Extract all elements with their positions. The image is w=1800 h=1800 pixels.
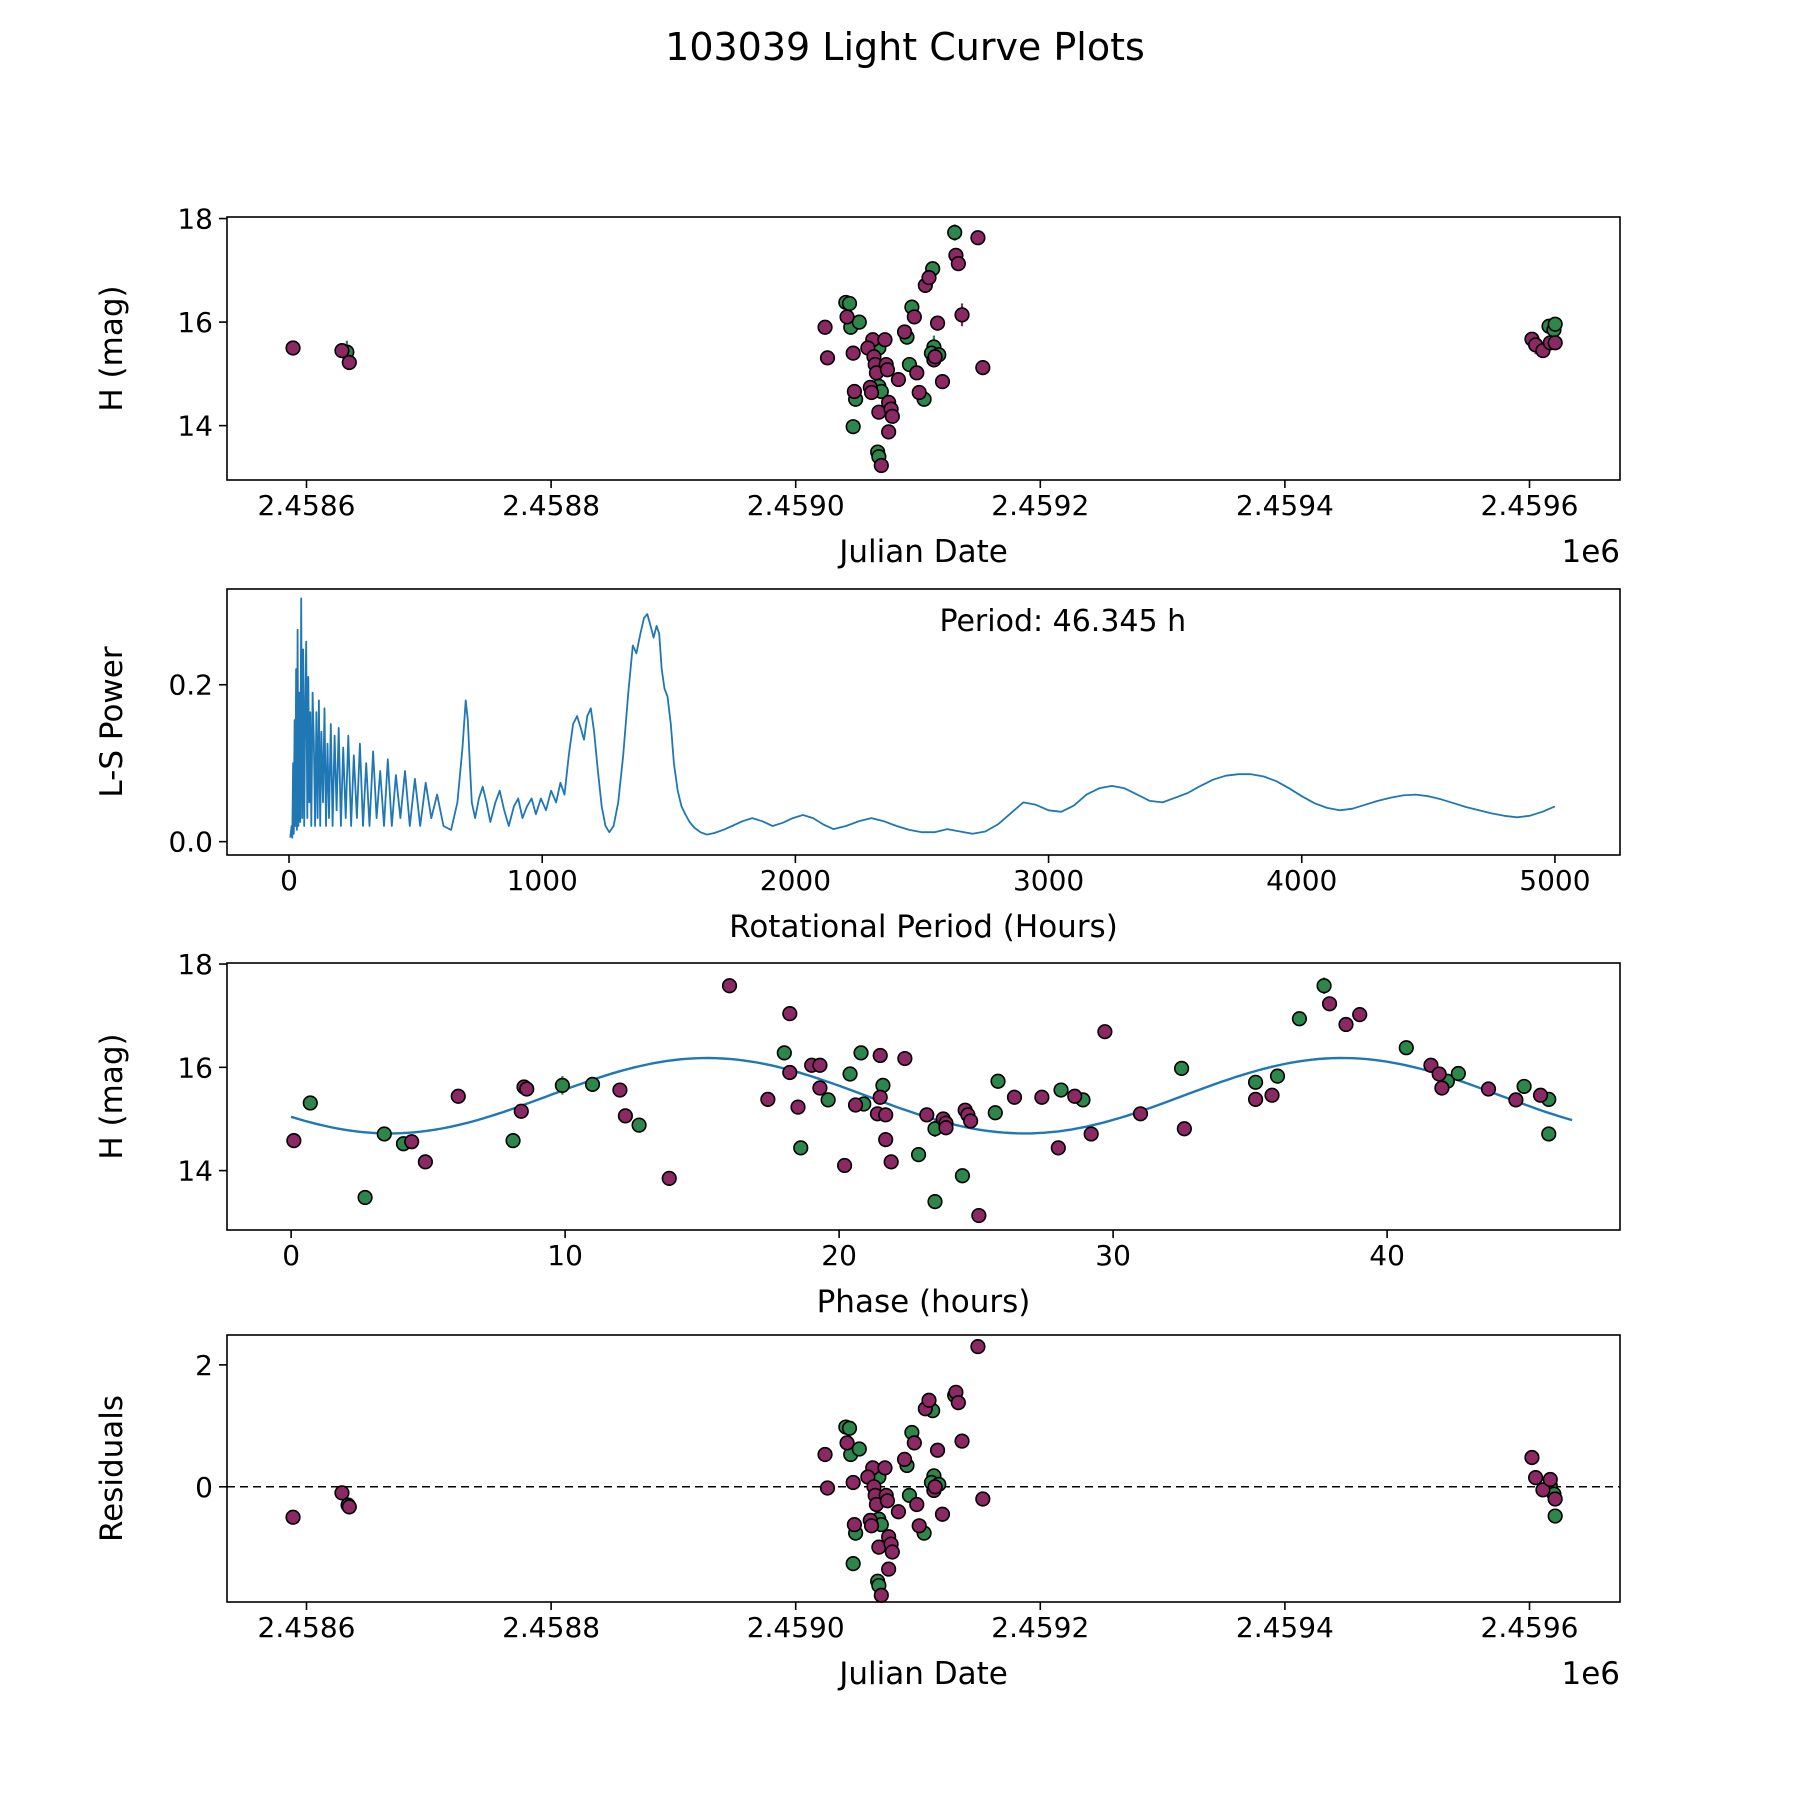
data-point <box>873 1090 887 1104</box>
y-tick-label: 0 <box>195 1470 213 1504</box>
data-point <box>912 1519 926 1533</box>
residuals-res-purple-series <box>286 1340 1562 1602</box>
jd_lightcurve-x-axis <box>258 480 1579 522</box>
data-point <box>1543 1473 1557 1487</box>
data-point <box>898 325 912 339</box>
data-point <box>848 1518 862 1532</box>
data-point <box>1054 1083 1068 1097</box>
jd_lightcurve-ylabel: H (mag) <box>94 285 130 412</box>
data-point <box>910 366 924 380</box>
data-point <box>556 1079 570 1093</box>
data-point <box>1548 1509 1562 1523</box>
data-point <box>898 1052 912 1066</box>
data-point <box>843 297 857 311</box>
jd-lightcurve-plot <box>94 203 1620 570</box>
data-point <box>783 1007 797 1021</box>
phased_lightcurve-xlabel: Phase (hours) <box>816 1284 1031 1320</box>
phased_lightcurve-obs-purple-series <box>287 978 1547 1222</box>
data-point <box>846 1476 860 1490</box>
data-point <box>843 1067 857 1081</box>
x-tick-label: 20 <box>821 1238 857 1272</box>
data-point <box>898 1453 912 1467</box>
data-point <box>1509 1093 1523 1107</box>
residuals-x-axis <box>258 1602 1579 1644</box>
phased_lightcurve-x-axis <box>282 1230 1405 1272</box>
data-point <box>286 341 300 355</box>
residuals-frame <box>227 1335 1620 1602</box>
x-tick-label: 2.4594 <box>1235 1610 1334 1644</box>
data-point <box>1482 1082 1496 1096</box>
data-point <box>1249 1075 1263 1089</box>
data-point <box>838 1159 852 1173</box>
data-point <box>912 1148 926 1162</box>
x-tick-label: 2.4592 <box>991 1610 1090 1644</box>
data-point <box>778 1046 792 1060</box>
data-point <box>879 1108 893 1122</box>
jd_lightcurve-y-axis <box>177 203 227 443</box>
data-point <box>821 1481 835 1495</box>
data-point <box>723 979 737 993</box>
data-point <box>1265 1088 1279 1102</box>
data-point <box>419 1155 433 1169</box>
data-point <box>335 1486 349 1500</box>
data-point <box>873 1049 887 1063</box>
data-point <box>886 410 900 424</box>
data-point <box>878 333 892 347</box>
x-tick-label: 40 <box>1369 1238 1405 1272</box>
data-point <box>343 356 357 370</box>
data-point <box>286 1510 300 1524</box>
data-point <box>922 271 936 285</box>
x-tick-label: 2.4596 <box>1480 488 1579 522</box>
data-point <box>358 1191 372 1205</box>
data-point <box>840 1436 854 1450</box>
x-tick-label: 4000 <box>1266 863 1338 897</box>
periodogram-xlabel: Rotational Period (Hours) <box>729 909 1118 945</box>
data-point <box>1317 979 1331 993</box>
data-point <box>881 1494 895 1508</box>
data-point <box>1548 317 1562 331</box>
periodogram-y-axis <box>168 669 227 859</box>
x-tick-label: 2000 <box>759 863 832 897</box>
data-point <box>1517 1080 1531 1094</box>
y-tick-label: 0.0 <box>168 825 213 859</box>
data-point <box>875 1588 889 1602</box>
residuals-plot <box>94 1335 1620 1692</box>
data-point <box>1452 1067 1466 1081</box>
x-tick-label: 2.4592 <box>991 488 1090 522</box>
data-point <box>821 1093 835 1107</box>
data-point <box>821 351 835 365</box>
data-point <box>1529 1471 1543 1485</box>
data-point <box>377 1127 391 1141</box>
data-point <box>865 386 879 400</box>
data-point <box>506 1134 520 1148</box>
data-point <box>1435 1081 1449 1095</box>
data-point <box>936 1507 950 1521</box>
x-tick-label: 2.4588 <box>502 1610 601 1644</box>
data-point <box>956 1169 970 1183</box>
y-tick-label: 14 <box>177 1154 213 1188</box>
jd_lightcurve-x-offset-label: 1e6 <box>1561 534 1620 570</box>
x-tick-label: 2.4588 <box>502 488 601 522</box>
data-point <box>1432 1067 1446 1081</box>
residuals-y-axis <box>195 1349 227 1504</box>
y-tick-label: 14 <box>177 409 213 443</box>
data-point <box>1525 1451 1539 1465</box>
residuals-x-offset-label: 1e6 <box>1561 1656 1620 1692</box>
residuals-ylabel: Residuals <box>94 1394 130 1543</box>
x-tick-label: 30 <box>1095 1238 1131 1272</box>
x-tick-label: 3000 <box>1012 863 1085 897</box>
x-tick-label: 10 <box>547 1238 583 1272</box>
data-point <box>922 1393 936 1407</box>
data-point <box>849 1098 863 1112</box>
ls-power-curve <box>290 598 1555 837</box>
data-point <box>881 363 895 377</box>
data-point <box>1548 336 1562 350</box>
data-point <box>1098 1025 1112 1039</box>
data-point <box>878 1461 892 1475</box>
data-point <box>948 226 962 240</box>
data-point <box>1271 1069 1285 1083</box>
data-point <box>761 1093 775 1107</box>
data-point <box>818 1448 832 1462</box>
data-point <box>952 257 966 271</box>
data-point <box>613 1083 627 1097</box>
data-point <box>1178 1122 1192 1136</box>
data-point <box>514 1104 528 1118</box>
data-point <box>928 350 942 364</box>
data-point <box>939 1121 953 1135</box>
data-point <box>846 420 860 434</box>
x-tick-label: 2.4594 <box>1235 488 1334 522</box>
data-point <box>303 1096 317 1110</box>
y-tick-label: 16 <box>177 306 213 340</box>
phased_lightcurve-obs-green-series <box>303 977 1555 1208</box>
y-tick-label: 18 <box>177 202 213 236</box>
data-point <box>1249 1093 1263 1107</box>
x-tick-label: 2.4590 <box>746 488 845 522</box>
data-point <box>520 1082 534 1096</box>
data-point <box>928 1480 942 1494</box>
x-tick-label: 5000 <box>1519 863 1591 897</box>
data-point <box>936 375 950 389</box>
data-point <box>586 1078 600 1092</box>
periodogram-plot <box>94 589 1620 945</box>
data-point <box>971 231 985 245</box>
data-point <box>882 425 896 439</box>
data-point <box>972 1209 986 1223</box>
x-tick-label: 0 <box>282 1238 301 1272</box>
data-point <box>1293 1012 1307 1026</box>
data-point <box>976 361 990 375</box>
data-point <box>928 1195 942 1209</box>
x-tick-label: 2.4596 <box>1480 1610 1579 1644</box>
data-point <box>405 1135 419 1149</box>
data-point <box>875 459 889 473</box>
data-point <box>1134 1107 1148 1121</box>
data-point <box>865 1519 879 1533</box>
data-point <box>931 1443 945 1457</box>
data-point <box>1052 1141 1066 1155</box>
data-point <box>451 1089 465 1103</box>
data-point <box>632 1118 646 1132</box>
x-tick-label: 1000 <box>506 863 578 897</box>
period-annotation: Period: 46.345 h <box>939 604 1187 639</box>
data-point <box>952 1396 966 1410</box>
y-tick-label: 16 <box>177 1051 213 1085</box>
data-point <box>892 1505 906 1519</box>
data-point <box>884 1155 898 1169</box>
jd_lightcurve-frame <box>227 217 1620 480</box>
phased_lightcurve-frame <box>227 963 1620 1230</box>
data-point <box>1339 1018 1353 1032</box>
data-point <box>848 385 862 399</box>
data-point <box>1353 1008 1367 1022</box>
data-point <box>662 1172 676 1186</box>
data-point <box>1323 997 1337 1011</box>
data-point <box>813 1058 827 1072</box>
data-point <box>955 308 969 322</box>
data-point <box>1008 1090 1022 1104</box>
periodogram-ylabel: L-S Power <box>94 646 130 798</box>
data-point <box>343 1500 357 1514</box>
residuals-xlabel: Julian Date <box>839 1656 1008 1692</box>
x-tick-label: 0 <box>280 863 298 897</box>
data-point <box>988 1106 1002 1120</box>
data-point <box>920 1108 934 1122</box>
data-point <box>846 346 860 360</box>
data-point <box>813 1081 827 1095</box>
data-point <box>840 310 854 324</box>
figure-title: 103039 Light Curve Plots <box>665 25 1145 69</box>
data-point <box>886 1545 900 1559</box>
data-point <box>908 310 922 324</box>
x-tick-label: 2.4590 <box>746 1610 845 1644</box>
y-tick-label: 2 <box>195 1348 213 1382</box>
phased-lightcurve-plot <box>94 948 1620 1320</box>
data-point <box>854 1046 868 1060</box>
data-point <box>818 320 832 334</box>
data-point <box>1534 1088 1548 1102</box>
data-point <box>931 316 945 330</box>
periodogram-frame <box>227 589 1620 855</box>
data-point <box>843 1421 857 1435</box>
data-point <box>892 373 906 387</box>
data-point <box>846 1557 860 1571</box>
data-point <box>1084 1127 1098 1141</box>
data-point <box>783 1066 797 1080</box>
residuals-res-green-series <box>341 1389 1562 1593</box>
data-point <box>964 1114 978 1128</box>
y-tick-label: 0.2 <box>168 668 213 702</box>
data-point <box>1068 1089 1082 1103</box>
data-point <box>794 1141 808 1155</box>
data-point <box>791 1100 805 1114</box>
data-point <box>1175 1062 1189 1076</box>
data-point <box>287 1134 301 1148</box>
y-tick-label: 18 <box>177 948 213 982</box>
data-point <box>879 1133 893 1147</box>
data-point <box>991 1074 1005 1088</box>
data-point <box>955 1434 969 1448</box>
x-tick-label: 2.4586 <box>257 1610 356 1644</box>
phased_lightcurve-ylabel: H (mag) <box>94 1033 130 1160</box>
data-point <box>619 1109 633 1123</box>
data-point <box>908 1436 922 1450</box>
periodogram-x-axis <box>280 855 1590 897</box>
data-point <box>1542 1127 1556 1141</box>
data-point <box>1399 1041 1413 1055</box>
x-tick-label: 2.4586 <box>257 488 356 522</box>
data-point <box>910 1498 924 1512</box>
data-point <box>1548 1492 1562 1506</box>
phased_lightcurve-y-axis <box>177 948 227 1188</box>
data-point <box>971 1340 985 1354</box>
jd_lightcurve-xlabel: Julian Date <box>839 534 1008 570</box>
data-point <box>912 386 926 400</box>
data-point <box>1035 1090 1049 1104</box>
data-point <box>976 1492 990 1506</box>
data-point <box>882 1562 896 1576</box>
